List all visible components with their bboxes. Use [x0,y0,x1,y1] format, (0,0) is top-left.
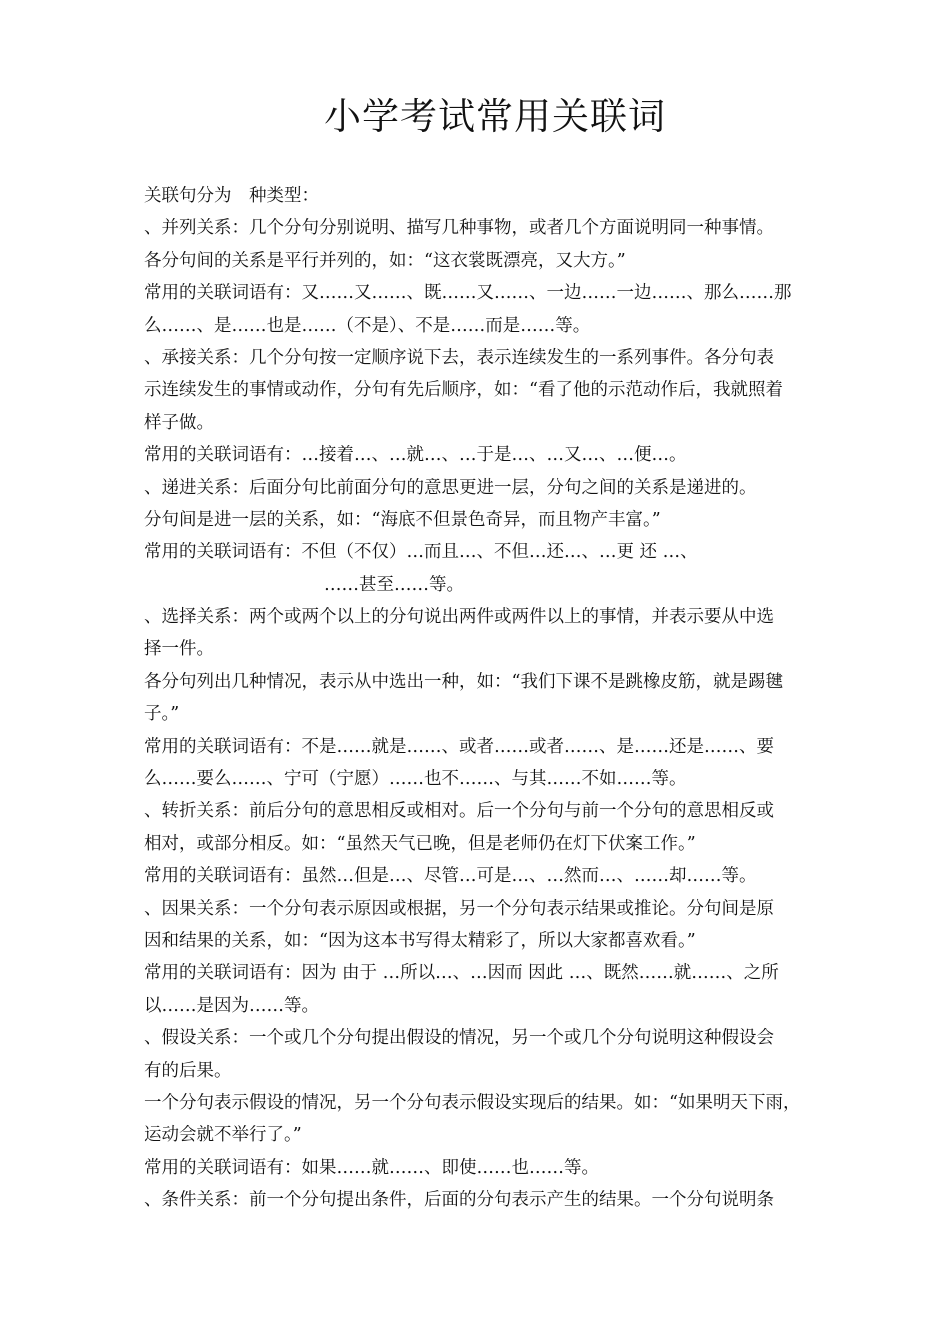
text-line: 么……要么……、宁可（宁愿）……也不……、与其……不如……等。 [144,769,687,790]
text-line: 、因果关系：一个分句表示原因或根据，另一个分句表示结果或推论。分句间是原 [144,898,774,919]
text-line: 以……是因为……等。 [144,995,319,1016]
text-line: 常用的关联词语有：因为 由于 …所以…、…因而 因此 …、既然……就……、之所 [144,963,779,984]
text-line: 样子做。 [144,412,214,433]
text-line: 有的后果。 [144,1060,232,1081]
text-line: 关联句分为 种类型： [144,186,319,206]
text-line: 一个分句表示假设的情况，另一个分句表示假设实现后的结果。如：“如果明天下雨， [144,1092,801,1113]
text-line: 常用的关联词语有：如果……就……、即使……也……等。 [144,1157,599,1178]
text-line: 、假设关系：一个或几个分句提出假设的情况，另一个或几个分句说明这种假设会 [144,1028,774,1049]
text-line: 常用的关联词语有：不但（不仅）…而且…、不但…还…、…更 还 …、 [144,542,698,563]
text-line: 么……、是……也是……（不是）、不是……而是……等。 [144,315,591,336]
text-line: 、并列关系：几个分句分别说明、描写几种事物，或者几个方面说明同一种事情。 [144,218,774,239]
text-line: 常用的关联词语有：…接着…、…就…、…于是…、…又…、…便…。 [144,445,687,466]
text-line: 示连续发生的事情或动作，分句有先后顺序，如：“看了他的示范动作后，我就照着 [144,380,783,401]
text-line: 择一件。 [144,639,214,660]
text-line: 各分句列出几种情况，表示从中选出一种，如：“我们下课不是跳橡皮筋，就是踢毽 [144,671,783,692]
text-line: 、选择关系：两个或两个以上的分句说出两件或两件以上的事情，并表示要从中选 [144,607,774,628]
text-line: 、条件关系：前一个分句提出条件，后面的分句表示产生的结果。一个分句说明条 [144,1190,774,1211]
text-line: 常用的关联词语有：不是……就是……、或者……或者……、是……还是……、要 [144,736,774,757]
text-line: 常用的关联词语有：又……又……、既……又……、一边……一边……、那么……那 [144,283,792,304]
text-line: 各分句间的关系是平行并列的，如：“这衣裳既漂亮，又大方。” [144,250,626,271]
text-line: 分句间是进一层的关系，如：“海底不但景色奇异，而且物产丰富。” [144,509,661,530]
text-line: 、递进关系：后面分句比前面分句的意思更进一层，分句之间的关系是递进的。 [144,477,757,498]
text-line: 子。” [144,704,180,725]
text-line: 因和结果的关系，如：“因为这本书写得太精彩了，所以大家都喜欢看。” [144,930,696,951]
text-line: 、承接关系：几个分句按一定顺序说下去，表示连续发生的一系列事件。各分句表 [144,347,774,368]
text-line: 、转折关系：前后分句的意思相反或相对。后一个分句与前一个分句的意思相反或 [144,801,774,822]
text-line: 相对，或部分相反。如：“虽然天气已晚，但是老师仍在灯下伏案工作。” [144,833,696,854]
document-body [144,180,852,1217]
text-line: ……甚至……等。 [324,574,464,595]
page-title: 小学考试常用关联词 [324,95,666,138]
text-line: 常用的关联词语有：虽然…但是…、尽管…可是…、…然而…、……却……等。 [144,866,757,887]
text-line: 运动会就不举行了。” [144,1125,302,1146]
